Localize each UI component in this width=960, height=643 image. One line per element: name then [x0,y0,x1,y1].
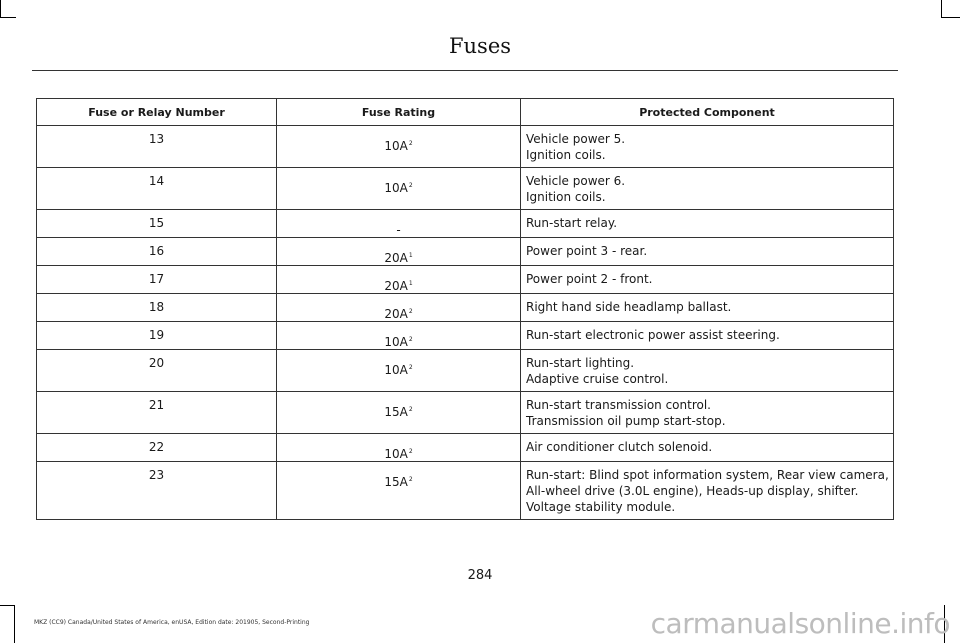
table-row [37,294,894,322]
protected-component-cell [521,322,894,350]
protected-component-line: Vehicle power 5. [526,132,626,146]
fuse-number: 13 [37,126,277,168]
crop-mark [0,605,14,606]
footnote-marker: 2 [408,308,413,315]
fuse-rating-cell [277,350,521,392]
fuse-rating: 10A [384,363,408,377]
fuse-number: 19 [37,322,277,350]
protected-component-cell [521,462,894,520]
fuse-rating-cell [277,266,521,294]
fuse-number: 14 [37,168,277,210]
fuse-rating: - [396,223,401,237]
fuse-number: 16 [37,238,277,266]
crop-mark [941,17,960,18]
table-row [37,350,894,392]
column-header-rating: Fuse Rating [277,99,521,126]
protected-component-cell [521,434,894,462]
fuse-number: 18 [37,294,277,322]
protected-component-cell [521,294,894,322]
protected-component-line: All-wheel drive (3.0L engine), Heads-up display, shifter. [526,484,859,498]
table-row [37,462,894,520]
fuse-rating: 20A [384,279,408,293]
protected-component-cell [521,392,894,434]
table-header-row [37,99,894,126]
page-title: Fuses [448,34,512,58]
fuse-rating: 20A [384,307,408,321]
fuse-rating-cell [277,126,521,168]
table-row [37,392,894,434]
fuse-rating: 20A [384,251,408,265]
protected-component-line: Ignition coils. [526,148,606,162]
footnote-marker: 2 [408,476,413,483]
fuse-rating-cell [277,392,521,434]
protected-component-line: Adaptive cruise control. [526,372,669,386]
footnote-marker: 1 [408,280,413,287]
table-row [37,168,894,210]
footnote-marker: 2 [408,406,413,413]
fuse-number: 15 [37,210,277,238]
page-number: 284 [467,568,493,583]
fuse-rating-cell [277,322,521,350]
crop-mark [0,0,1,17]
protected-component-line: Power point 2 - front. [526,272,653,286]
protected-component-line: Run-start transmission control. [526,398,711,412]
protected-component-line: Power point 3 - rear. [526,244,648,258]
table-row [37,322,894,350]
edition-footer: MKZ (CC9) Canada/United States of America, enUSA, Edition date: 201905, Second-Printing [34,619,310,626]
title-divider [32,70,898,71]
protected-component-cell [521,168,894,210]
table-row [37,126,894,168]
footnote-marker: 2 [408,140,413,147]
footnote-marker: 2 [408,336,413,343]
table-row [37,238,894,266]
table-row [37,210,894,238]
fuse-rating-cell [277,210,521,238]
fuse-number: 21 [37,392,277,434]
table-row [37,266,894,294]
protected-component-cell [521,126,894,168]
fuse-number: 17 [37,266,277,294]
protected-component-line: Run-start relay. [526,216,618,230]
column-header-number: Fuse or Relay Number [37,99,277,126]
crop-mark [14,605,15,643]
crop-mark [941,0,942,17]
protected-component-cell [521,266,894,294]
fuse-rating-cell [277,462,521,520]
protected-component-line: Run-start lighting. [526,356,635,370]
table-body [37,126,894,520]
protected-component-line: Run-start electronic power assist steering. [526,328,780,342]
footnote-marker: 1 [408,252,413,259]
fuse-rating-cell [277,294,521,322]
fuse-number: 22 [37,434,277,462]
fuse-rating: 10A [384,181,408,195]
fuse-rating: 15A [384,405,408,419]
crop-mark [0,17,16,18]
fuse-rating: 10A [384,447,408,461]
fuse-rating: 15A [384,475,408,489]
fuse-number: 23 [37,462,277,520]
fuse-table [36,98,894,520]
watermark: carmanualsonline.info [650,607,950,640]
protected-component-line: Vehicle power 6. [526,174,626,188]
table-row [37,434,894,462]
protected-component-cell [521,350,894,392]
fuse-rating: 10A [384,335,408,349]
protected-component-line: Voltage stability module. [526,500,676,514]
footnote-marker: 2 [408,364,413,371]
footnote-marker: 2 [408,182,413,189]
fuse-rating: 10A [384,139,408,153]
fuse-rating-cell [277,168,521,210]
fuse-number: 20 [37,350,277,392]
protected-component-cell [521,238,894,266]
protected-component-line: Right hand side headlamp ballast. [526,300,732,314]
protected-component-line: Run-start: Blind spot information system, Rear view camera, [526,468,889,482]
protected-component-line: Transmission oil pump start-stop. [526,414,726,428]
footnote-marker: 2 [408,448,413,455]
protected-component-line: Air conditioner clutch solenoid. [526,440,713,454]
protected-component-line: Ignition coils. [526,190,606,204]
fuse-rating-cell [277,434,521,462]
fuse-rating-cell [277,238,521,266]
column-header-component: Protected Component [521,99,894,126]
protected-component-cell [521,210,894,238]
